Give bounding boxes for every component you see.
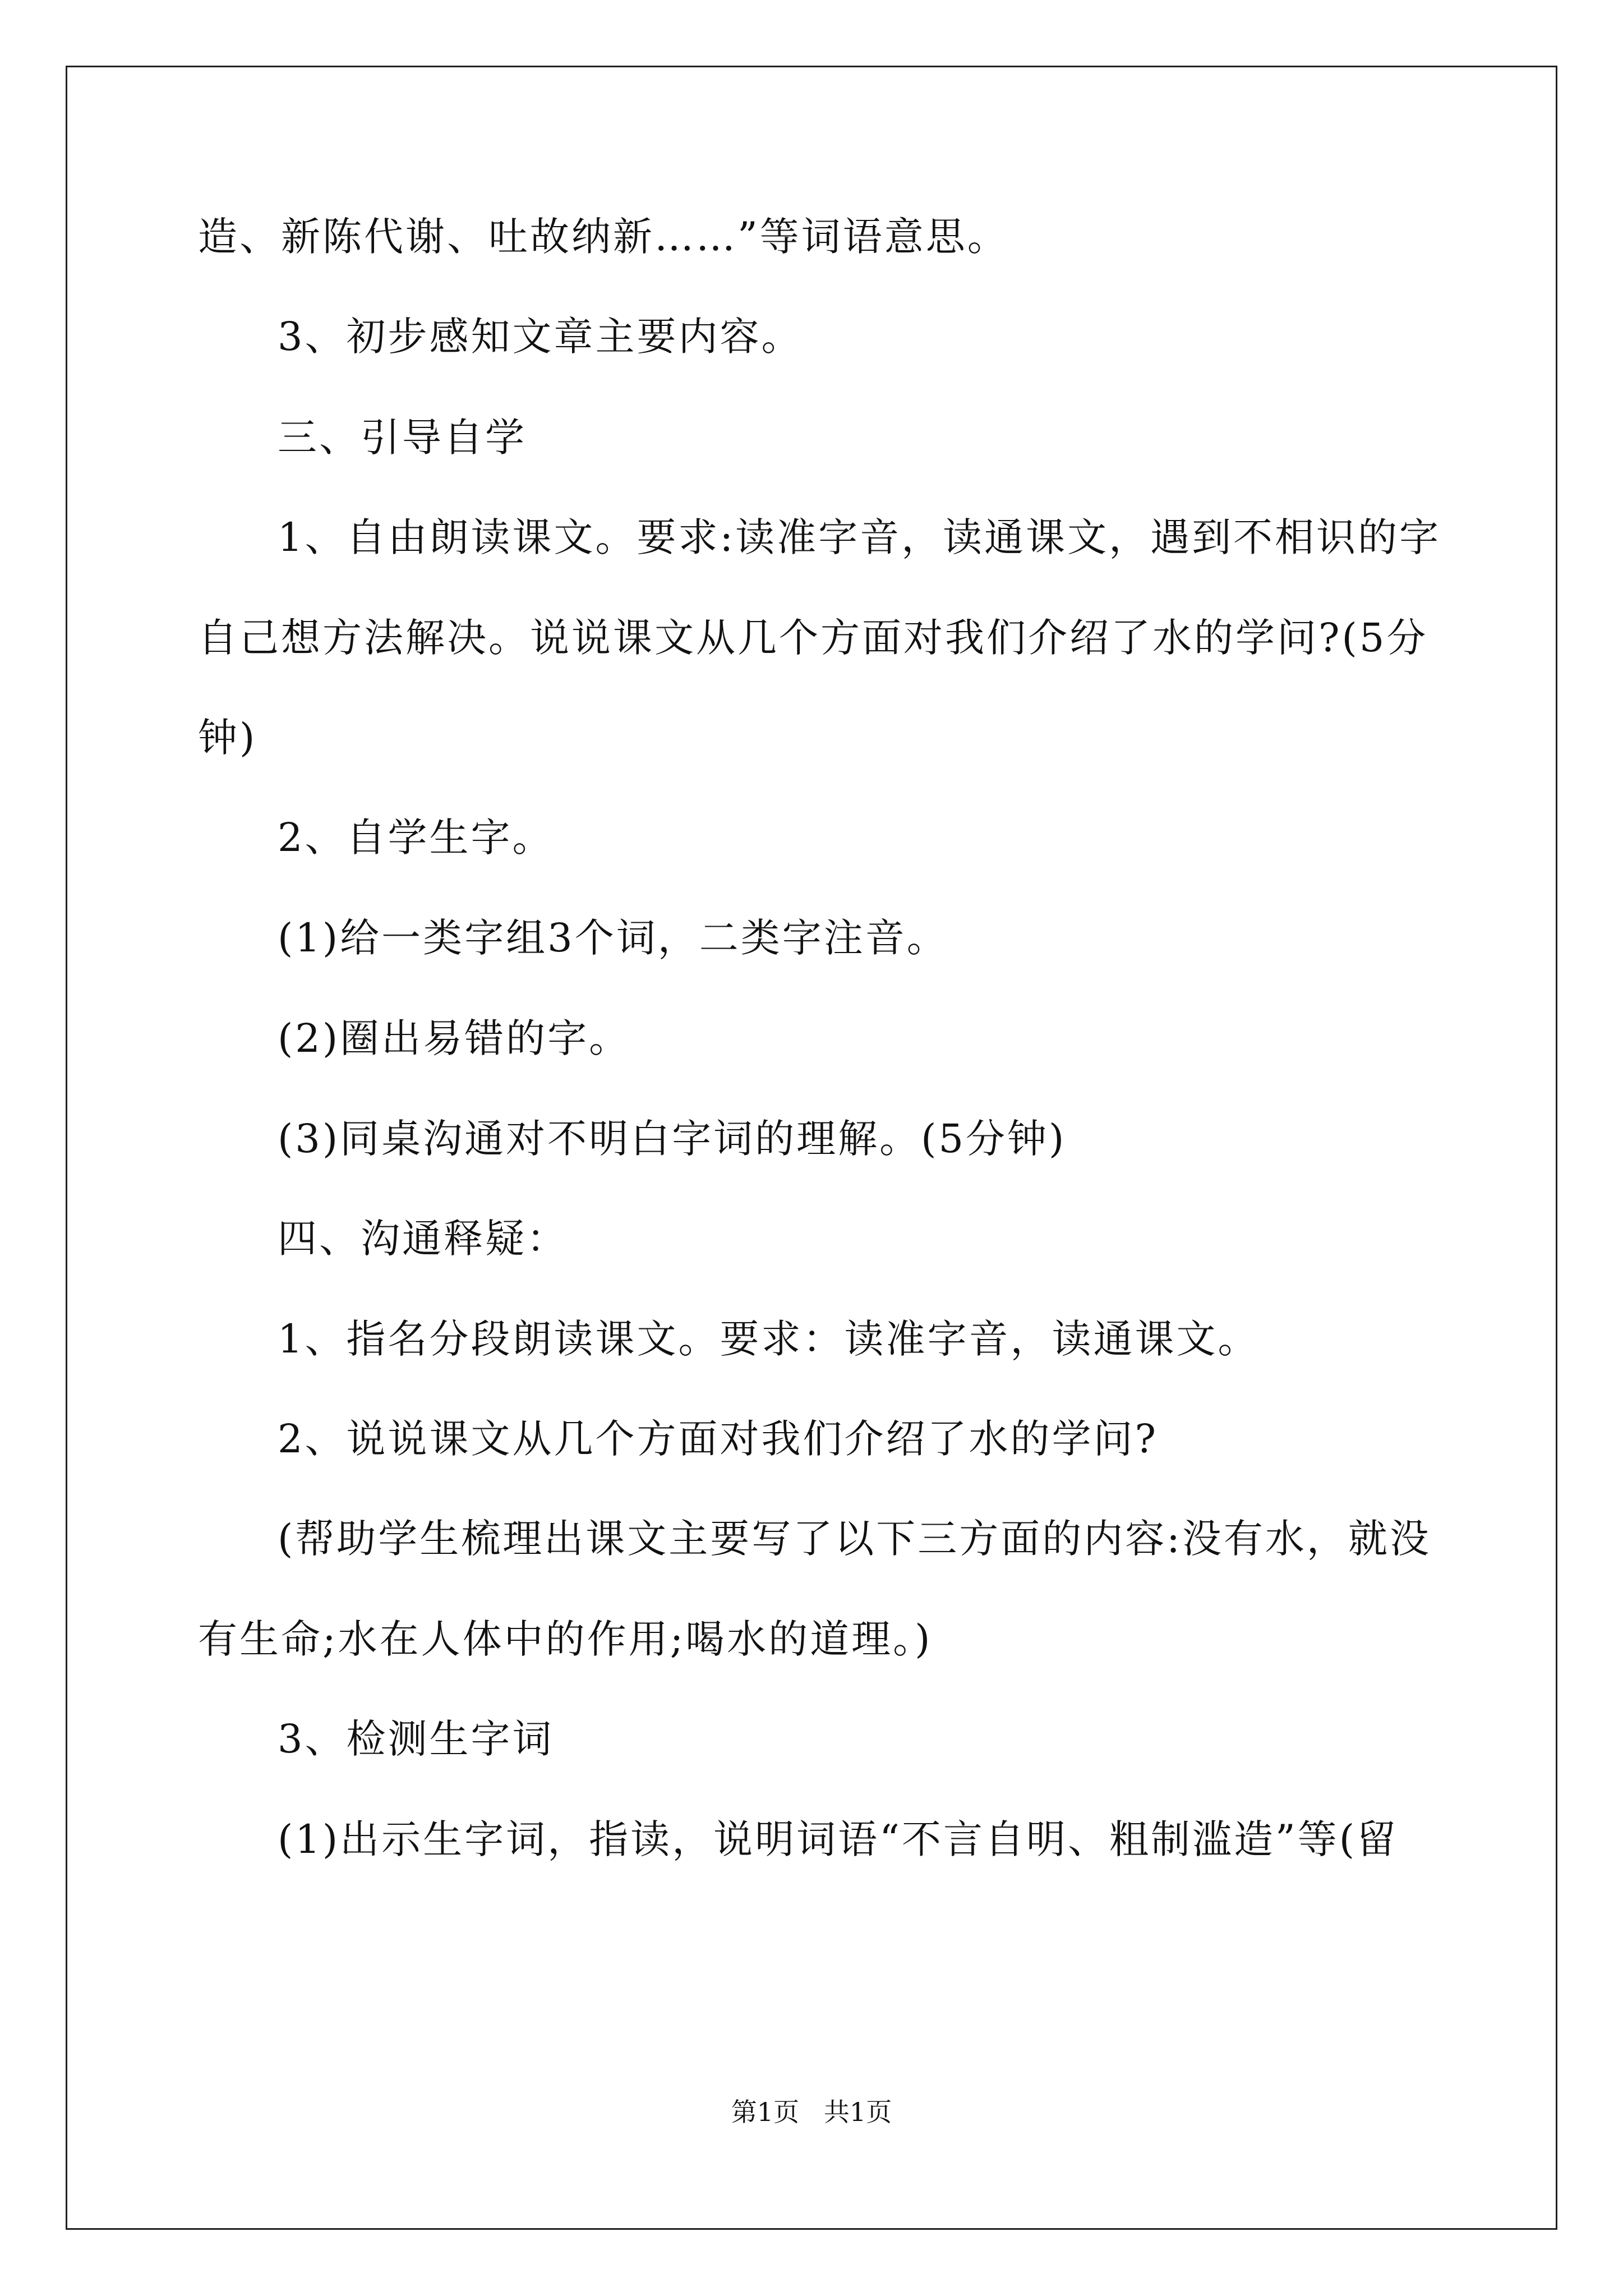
text-line: 造、新陈代谢、吐故纳新……”等词语意思。 bbox=[198, 214, 1009, 260]
text-line: 3、检测生字词 bbox=[278, 1716, 554, 1762]
section-heading: 四、沟通释疑： bbox=[278, 1216, 568, 1262]
text-line: (2)圈出易错的字。 bbox=[278, 1015, 631, 1061]
text-line: 有生命;水在人体中的作用;喝水的道理。) bbox=[198, 1616, 933, 1662]
text-line: 自己想方法解决。说说课文从几个方面对我们介绍了水的学问?(5分 bbox=[198, 615, 1428, 661]
section-heading: 三、引导自学 bbox=[278, 415, 527, 461]
text-line: (1)给一类字组3个词，二类字注音。 bbox=[278, 915, 948, 961]
text-line: 2、自学生字。 bbox=[278, 815, 554, 861]
text-line: 1、自由朗读课文。要求:读准字音，读通课文，遇到不相识的字 bbox=[278, 514, 1441, 560]
text-line: (1)出示生字词，指读，说明词语“不言自明、粗制滥造”等(留 bbox=[278, 1816, 1399, 1862]
text-line: (帮助学生梳理出课文主要写了以下三方面的内容:没有水，就没 bbox=[278, 1516, 1431, 1562]
text-line: 钟) bbox=[198, 715, 257, 761]
text-line: (3)同桌沟通对不明白字词的理解。(5分钟) bbox=[278, 1116, 1067, 1162]
page-number: 第1页 共1页 bbox=[731, 2097, 892, 2127]
text-line: 1、指名分段朗读课文。要求：读准字音，读通课文。 bbox=[278, 1316, 1260, 1362]
text-line: 2、说说课文从几个方面对我们介绍了水的学问? bbox=[278, 1416, 1159, 1462]
text-line: 3、初步感知文章主要内容。 bbox=[278, 314, 803, 360]
